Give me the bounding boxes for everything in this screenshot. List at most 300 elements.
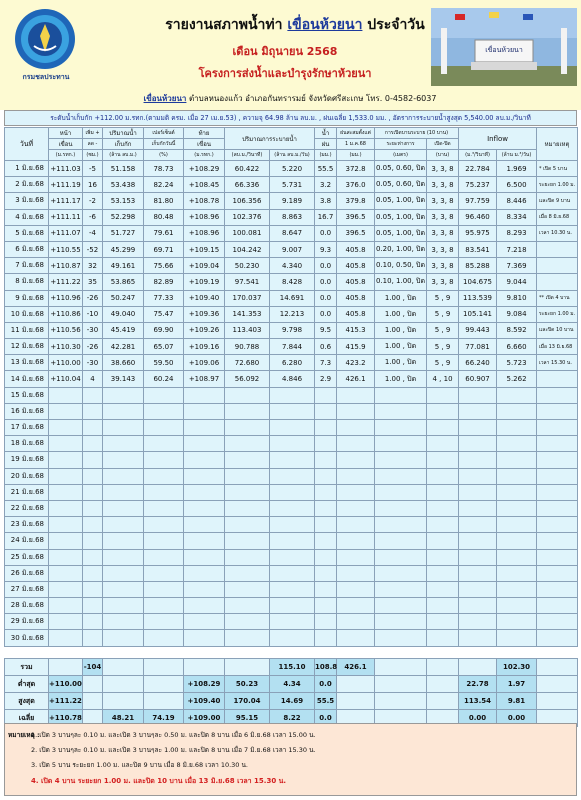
cell-change: 16 (83, 177, 103, 193)
cell-inflow-cms (459, 484, 497, 500)
total-rain: 108.8 (315, 659, 337, 676)
cell-release-mcm (270, 598, 315, 614)
table-row (5, 403, 578, 419)
col-rain-unit: (มม.) (315, 150, 337, 161)
cell-inflow-mcm (497, 517, 537, 533)
cell-release-mcm: 4.846 (270, 371, 315, 387)
total-cum-rain: 426.1 (337, 659, 375, 676)
cell-inflow-mcm: 6.500 (497, 177, 537, 193)
address-text: ตำบลหนองแก้ว อำเภอกันทรารมย์ จังหวัดศรีสะเกษ โทร. 0-4582-6037 (186, 94, 437, 103)
cell-upstream-level: +110.00 (49, 355, 83, 371)
cell-percent: 79.61 (144, 225, 184, 241)
max-inflow-mcm: 9.81 (497, 693, 537, 710)
col-rain-2: ฝน (315, 139, 337, 150)
cell-cum-rain: 405.8 (337, 258, 375, 274)
table-row (5, 517, 578, 533)
max-row (5, 693, 578, 710)
cell-cum-rain: 405.8 (337, 241, 375, 257)
note-line-2: 2. เปิด 3 บานๆละ 0.10 ม. และเปิด 3 บานๆละ 1.00 ม. และปิด 8 บาน เมื่อ 7 มิ.ย.68 เวลา 15.30 น. (31, 746, 316, 754)
cell-downstream-level (184, 500, 225, 516)
cell-change: -2 (83, 193, 103, 209)
cell-inflow-mcm: 8.334 (497, 209, 537, 225)
cell-rain: 3.2 (315, 177, 337, 193)
cell-release-cms: 102.376 (225, 209, 270, 225)
cell-inflow-mcm: 8.592 (497, 322, 537, 338)
cell-inflow-mcm: 5.723 (497, 355, 537, 371)
cell-cum-rain (337, 387, 375, 403)
cell-change: 4 (83, 371, 103, 387)
cell-release-mcm: 9.798 (270, 322, 315, 338)
cell-inflow-cms (459, 614, 497, 630)
cell-upstream-level: +110.96 (49, 290, 83, 306)
cell-percent: 75.47 (144, 306, 184, 322)
cell-change (83, 403, 103, 419)
cell-downstream-level (184, 614, 225, 630)
cell-percent (144, 549, 184, 565)
cell-gate-distance (375, 533, 427, 549)
cell-inflow-mcm (497, 500, 537, 516)
note-line-highlight: 4. เปิด 4 บาน ระยะยก 1.00 ม. และปิด 10 บาน เมื่อ 13 มิ.ย.68 เวลา 15.30 น. (31, 777, 287, 785)
cell-storage (103, 598, 144, 614)
cell-downstream-level: +109.36 (184, 306, 225, 322)
cell-inflow-cms (459, 403, 497, 419)
cell-change (83, 581, 103, 597)
cell-release-mcm (270, 549, 315, 565)
cell-gate-distance (375, 387, 427, 403)
cell-remark (537, 468, 578, 484)
col-gate-dist-unit: (เมตร) (375, 150, 427, 161)
cell-storage (103, 484, 144, 500)
cell-gate-distance (375, 484, 427, 500)
cell-upstream-level: +110.56 (49, 322, 83, 338)
cell-cum-rain (337, 565, 375, 581)
cell-inflow-cms: 99.443 (459, 322, 497, 338)
cell-release-mcm (270, 565, 315, 581)
cell-rain (315, 387, 337, 403)
cell-inflow-cms (459, 598, 497, 614)
cell-downstream-level: +109.19 (184, 274, 225, 290)
cell-rain: 0.0 (315, 274, 337, 290)
cell-storage: 49.040 (103, 306, 144, 322)
cell-percent (144, 565, 184, 581)
cell-day: 28 มิ.ย.68 (5, 598, 49, 614)
cell-release-mcm (270, 420, 315, 436)
cell-percent: 75.66 (144, 258, 184, 274)
cell-percent (144, 581, 184, 597)
cell-cum-rain: 426.1 (337, 371, 375, 387)
cell-gate-distance: 0.05, 1.00, ปิด (375, 193, 427, 209)
cell-downstream-level: +109.06 (184, 355, 225, 371)
cell-cum-rain: 405.8 (337, 290, 375, 306)
cell-release-cms (225, 549, 270, 565)
cell-inflow-mcm (497, 436, 537, 452)
photo-sign-text: เขื่อนห้วยนา (485, 46, 523, 54)
cell-release-mcm: 8.647 (270, 225, 315, 241)
cell-release-mcm (270, 517, 315, 533)
cell-rain (315, 500, 337, 516)
table-row (5, 355, 578, 371)
cell-downstream-level: +109.26 (184, 322, 225, 338)
cell-release-mcm: 8.428 (270, 274, 315, 290)
cell-rain: 9.3 (315, 241, 337, 257)
cell-inflow-cms (459, 533, 497, 549)
cell-day: 20 มิ.ย.68 (5, 468, 49, 484)
cell-gate-open: 5 , 9 (427, 322, 459, 338)
cell-storage (103, 420, 144, 436)
cell-release-cms (225, 565, 270, 581)
table-row (5, 209, 578, 225)
cell-release-mcm: 9.007 (270, 241, 315, 257)
cell-change: 35 (83, 274, 103, 290)
title-prefix: รายงานสภาพน้ำท่า (165, 17, 288, 33)
col-release-mcm: (ล้าน ลบ.ม./วัน) (270, 150, 315, 161)
cell-release-mcm (270, 436, 315, 452)
cell-day: 27 มิ.ย.68 (5, 581, 49, 597)
cell-change (83, 387, 103, 403)
cell-gate-distance: 0.20, 1.00, ปิด (375, 241, 427, 257)
cell-rain: 3.8 (315, 193, 337, 209)
cell-rain: 0.0 (315, 258, 337, 274)
cell-gate-distance (375, 452, 427, 468)
cell-downstream-level (184, 630, 225, 646)
cell-day: 23 มิ.ย.68 (5, 517, 49, 533)
cell-remark (537, 549, 578, 565)
cell-rain (315, 549, 337, 565)
cell-rain (315, 403, 337, 419)
cell-inflow-mcm (497, 484, 537, 500)
cell-downstream-level (184, 533, 225, 549)
avg-inflow-mcm: 0.00 (497, 710, 537, 727)
cell-remark (537, 436, 578, 452)
col-storage-unit: (ล้าน ลบ.ม.) (103, 150, 144, 161)
cell-inflow-mcm (497, 614, 537, 630)
avg-label: เฉลี่ย (5, 710, 49, 727)
cell-gate-distance (375, 403, 427, 419)
cell-upstream-level (49, 549, 83, 565)
col-day: วันที่ (5, 128, 49, 161)
cell-remark (537, 403, 578, 419)
cell-cum-rain: 405.8 (337, 274, 375, 290)
cell-change (83, 549, 103, 565)
cell-rain (315, 565, 337, 581)
table-row (5, 371, 578, 387)
cell-rain (315, 581, 337, 597)
max-inflow-cms: 113.54 (459, 693, 497, 710)
cell-change (83, 500, 103, 516)
cell-release-cms: 66.336 (225, 177, 270, 193)
cell-change: 32 (83, 258, 103, 274)
cell-remark (537, 581, 578, 597)
cell-percent: 78.73 (144, 161, 184, 177)
max-rain: 55.5 (315, 693, 337, 710)
cell-percent (144, 420, 184, 436)
cell-remark (537, 500, 578, 516)
cell-inflow-mcm: 7.218 (497, 241, 537, 257)
cell-day: 4 มิ.ย.68 (5, 209, 49, 225)
cell-gate-distance: 1.00 , ปิด (375, 355, 427, 371)
cell-storage (103, 581, 144, 597)
cell-remark: และปิด 10 บาน (537, 322, 578, 338)
cell-change (83, 533, 103, 549)
cell-storage (103, 436, 144, 452)
cell-downstream-level (184, 403, 225, 419)
cell-storage: 49.161 (103, 258, 144, 274)
cell-remark (537, 274, 578, 290)
col-change: เพิ่ม + (83, 128, 103, 139)
cell-storage (103, 565, 144, 581)
cell-day: 8 มิ.ย.68 (5, 274, 49, 290)
cell-inflow-mcm (497, 630, 537, 646)
cell-release-cms (225, 517, 270, 533)
cell-inflow-mcm: 9.810 (497, 290, 537, 306)
cell-storage (103, 630, 144, 646)
cell-downstream-level: +109.16 (184, 339, 225, 355)
cell-gate-distance (375, 614, 427, 630)
table-row (5, 225, 578, 241)
max-release-mcm: 14.69 (270, 693, 315, 710)
cell-release-cms (225, 436, 270, 452)
cell-cum-rain: 372.8 (337, 161, 375, 177)
cell-gate-open (427, 420, 459, 436)
title-dam-name: เขื่อนห้วยนา (287, 17, 363, 33)
cell-release-mcm (270, 533, 315, 549)
report-month: เดือน มิถุนายน 2568 (232, 45, 338, 58)
dam-sign-photo (431, 8, 577, 86)
cell-gate-open: 3, 3, 8 (427, 274, 459, 290)
cell-cum-rain (337, 420, 375, 436)
col-cum-rain: ฝนสะสมตั้งแต่ (337, 128, 375, 139)
cell-downstream-level: +108.97 (184, 371, 225, 387)
cell-upstream-level: +111.17 (49, 193, 83, 209)
cell-release-mcm (270, 484, 315, 500)
cell-storage (103, 533, 144, 549)
cell-rain: 9.5 (315, 322, 337, 338)
min-upstream: +110.00 (49, 676, 83, 693)
cell-inflow-mcm: 8.293 (497, 225, 537, 241)
cell-release-mcm: 7.844 (270, 339, 315, 355)
cell-gate-distance (375, 598, 427, 614)
cell-cum-rain (337, 581, 375, 597)
cell-storage: 45.299 (103, 241, 144, 257)
cell-remark: ระยะยก 1.00 ม. (537, 306, 578, 322)
cell-remark (537, 258, 578, 274)
cell-percent (144, 387, 184, 403)
cell-inflow-cms: 96.460 (459, 209, 497, 225)
cell-percent (144, 517, 184, 533)
cell-day: 26 มิ.ย.68 (5, 565, 49, 581)
cell-inflow-mcm: 1.969 (497, 161, 537, 177)
cell-cum-rain: 415.9 (337, 339, 375, 355)
cell-day: 1 มิ.ย.68 (5, 161, 49, 177)
col-inflow-mcm: (ล้าน ม.³/วัน) (497, 150, 537, 161)
cell-day: 16 มิ.ย.68 (5, 403, 49, 419)
cell-release-mcm (270, 500, 315, 516)
cell-gate-open: 3, 3, 8 (427, 209, 459, 225)
cell-upstream-level (49, 614, 83, 630)
cell-change: -10 (83, 306, 103, 322)
cell-day: 15 มิ.ย.68 (5, 387, 49, 403)
cell-upstream-level: +111.11 (49, 209, 83, 225)
cell-upstream-level (49, 581, 83, 597)
cell-release-mcm: 6.280 (270, 355, 315, 371)
cell-cum-rain (337, 517, 375, 533)
cell-storage (103, 500, 144, 516)
col-gate: การเปิดบานระบาย (10 บาน) (375, 128, 459, 139)
cell-inflow-mcm (497, 420, 537, 436)
cell-gate-distance (375, 420, 427, 436)
cell-change: -5 (83, 161, 103, 177)
cell-release-mcm: 5.731 (270, 177, 315, 193)
cell-inflow-cms (459, 452, 497, 468)
table-row (5, 306, 578, 322)
daily-water-table (4, 127, 578, 647)
cell-gate-open: 3, 3, 8 (427, 258, 459, 274)
cell-change (83, 614, 103, 630)
cell-release-cms (225, 452, 270, 468)
cell-cum-rain (337, 484, 375, 500)
col-upstream-2: เขื่อน (49, 139, 83, 150)
cell-gate-distance: 0.05, 0.60, ปิด (375, 177, 427, 193)
cell-percent (144, 630, 184, 646)
cell-storage: 50.247 (103, 290, 144, 306)
cell-gate-open (427, 565, 459, 581)
cell-downstream-level (184, 549, 225, 565)
total-change: -104 (83, 659, 103, 676)
cell-percent: 65.07 (144, 339, 184, 355)
max-release-cms: 170.04 (225, 693, 270, 710)
cell-storage (103, 614, 144, 630)
cell-rain (315, 630, 337, 646)
cell-downstream-level (184, 452, 225, 468)
cell-release-mcm: 12.213 (270, 306, 315, 322)
cell-cum-rain: 415.3 (337, 322, 375, 338)
cell-gate-distance: 0.05, 1.00, ปิด (375, 225, 427, 241)
cell-inflow-mcm (497, 565, 537, 581)
cell-upstream-level (49, 420, 83, 436)
cell-downstream-level (184, 468, 225, 484)
cell-upstream-level (49, 484, 83, 500)
cell-storage (103, 403, 144, 419)
max-label: สูงสุด (5, 693, 49, 710)
cell-rain: 16.7 (315, 209, 337, 225)
cell-gate-open (427, 484, 459, 500)
col-upstream: หน้า (49, 128, 83, 139)
total-row (5, 659, 578, 676)
cell-release-cms: 56.092 (225, 371, 270, 387)
cell-inflow-mcm (497, 581, 537, 597)
cell-storage: 51.158 (103, 161, 144, 177)
cell-inflow-mcm: 9.084 (497, 306, 537, 322)
cell-percent (144, 403, 184, 419)
cell-cum-rain (337, 452, 375, 468)
capacity-summary: ระดับน้ำเก็บกัก +112.00 ม.รทก.(ตามมติ ครม. เมื่อ 27 เม.ย.53) , ความจุ 64.98 ล้าน ลบ.ม. , ฝนเฉลี่ย 1,533.0 มม. , อัตราการระบายน้ำสูงสุด 5,540.00 ลบ.ม./วินาที (4, 110, 577, 126)
cell-inflow-mcm (497, 452, 537, 468)
cell-gate-open: 3, 3, 8 (427, 161, 459, 177)
cell-gate-distance: 0.05, 1.00, ปิด (375, 209, 427, 225)
min-row (5, 676, 578, 693)
cell-release-cms: 106.356 (225, 193, 270, 209)
cell-remark: เมื่อ 13 มิ.ย.68 (537, 339, 578, 355)
cell-inflow-cms: 75.237 (459, 177, 497, 193)
cell-release-cms: 170.037 (225, 290, 270, 306)
cell-cum-rain (337, 500, 375, 516)
cell-remark (537, 241, 578, 257)
cell-release-cms: 113.403 (225, 322, 270, 338)
avg-downstream: +109.00 (184, 710, 225, 727)
project-name: โครงการส่งน้ำและบำรุงรักษาห้วยนา (198, 67, 372, 80)
col-storage-2: เก็บกัก (103, 139, 144, 150)
cell-gate-open (427, 549, 459, 565)
cell-cum-rain (337, 549, 375, 565)
cell-downstream-level (184, 565, 225, 581)
cell-inflow-cms: 83.541 (459, 241, 497, 257)
min-label: ต่ำสุด (5, 676, 49, 693)
table-row (5, 322, 578, 338)
table-row (5, 420, 578, 436)
cell-rain (315, 420, 337, 436)
cell-storage (103, 517, 144, 533)
cell-release-cms: 50.230 (225, 258, 270, 274)
col-gate-open-unit: (บาน) (427, 150, 459, 161)
cell-gate-distance (375, 436, 427, 452)
avg-release-mcm: 8.22 (270, 710, 315, 727)
cell-inflow-cms (459, 517, 497, 533)
cell-release-mcm (270, 630, 315, 646)
cell-release-cms (225, 387, 270, 403)
cell-percent (144, 484, 184, 500)
cell-percent: 80.48 (144, 209, 184, 225)
min-release-mcm: 4.34 (270, 676, 315, 693)
cell-remark: เมื่อ 8 มิ.ย.68 (537, 209, 578, 225)
cell-gate-open: 5 , 9 (427, 339, 459, 355)
cell-rain: 2.9 (315, 371, 337, 387)
cell-cum-rain (337, 614, 375, 630)
max-upstream: +111.22 (49, 693, 83, 710)
cell-inflow-cms (459, 500, 497, 516)
cell-release-cms: 141.353 (225, 306, 270, 322)
cell-release-mcm: 8.863 (270, 209, 315, 225)
cell-gate-open (427, 533, 459, 549)
cell-inflow-mcm (497, 533, 537, 549)
max-downstream: +109.40 (184, 693, 225, 710)
cell-release-cms (225, 630, 270, 646)
cell-inflow-cms: 97.759 (459, 193, 497, 209)
cell-change (83, 468, 103, 484)
cell-gate-distance: 0.10, 1.00, ปิด (375, 274, 427, 290)
col-gate-dist: ระยะห่างการ (375, 139, 427, 150)
col-percent: เปอร์เซ็นต์ (144, 128, 184, 139)
cell-upstream-level: +110.55 (49, 241, 83, 257)
cell-upstream-level: +111.19 (49, 177, 83, 193)
cell-gate-open: 3, 3, 8 (427, 241, 459, 257)
cell-change: -6 (83, 209, 103, 225)
avg-rain: 0.0 (315, 710, 337, 727)
col-release: ปริมาณการระบายน้ำ (225, 128, 315, 150)
cell-gate-distance (375, 549, 427, 565)
min-inflow-mcm: 1.97 (497, 676, 537, 693)
cell-remark (537, 452, 578, 468)
cell-day: 2 มิ.ย.68 (5, 177, 49, 193)
cell-gate-distance (375, 565, 427, 581)
cell-storage (103, 468, 144, 484)
cell-cum-rain (337, 403, 375, 419)
cell-remark (537, 420, 578, 436)
cell-rain: 55.5 (315, 161, 337, 177)
cell-rain (315, 614, 337, 630)
cell-percent (144, 436, 184, 452)
avg-storage: 48.21 (103, 710, 144, 727)
note-line-3: 3. เปิด 5 บาน ระยะยก 1.00 ม. และปิด 9 บาน เมื่อ 8 มิ.ย.68 เวลา 10.30 น. (31, 761, 248, 769)
